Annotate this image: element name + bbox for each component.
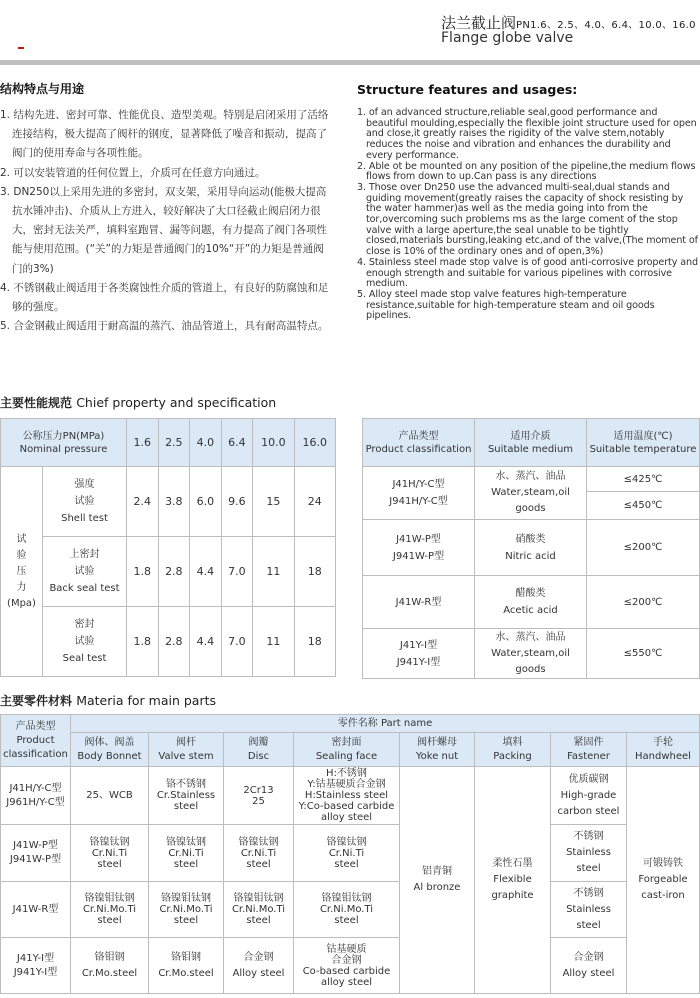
product-type-cell: [1, 767, 71, 825]
product-type-cell: [363, 520, 475, 576]
table-row: [1, 467, 336, 537]
list-item: 3. DN250以上采用先进的多密封，双支架，采用导向运动(能极大提高抗水锤冲击)、介质从上方进入，较好解决了大口径截止阀启闭力很大，密封无法关严，填料室跑冒、漏等问题，有力提高了阀门各项性能与使用范围。(“关”的力矩是普通阀门的10%“开”的力矩是普通阀门的3%): [0, 185, 327, 275]
seal-cell: [294, 767, 400, 825]
spec-heading-cn: 主要性能规范: [0, 396, 73, 410]
table-row: [1, 537, 336, 607]
medium-en: goods: [515, 663, 546, 675]
body-cell: [71, 938, 149, 994]
product-type-cell: J41W-R型: [363, 576, 475, 629]
table-row: [1, 767, 700, 825]
material: 铬镍钛钢: [326, 836, 367, 848]
body-cell: [71, 882, 149, 938]
value-cell: 2.8: [158, 537, 190, 607]
material: Cr.Ni.Mo.Ti: [319, 904, 374, 915]
value-cell: 1.8: [127, 607, 159, 677]
material: steel: [246, 858, 271, 870]
table-row: [1, 715, 700, 733]
body-cell: 25、WCB: [71, 767, 149, 825]
temperature-cell: ≤425℃: [587, 467, 700, 492]
medium-en: Acetic acid: [503, 605, 558, 616]
header-cn: 密封面: [331, 736, 362, 748]
pressure-cell: 10.0: [253, 419, 294, 467]
accent-dash: [18, 47, 24, 49]
material: 铬镍钼钛钢: [161, 893, 211, 904]
material: Cr.Ni.Ti: [328, 847, 365, 859]
header-cn: 紧固件: [573, 736, 604, 748]
pressure-cell: 1.6: [127, 419, 159, 467]
header-rule: [0, 60, 700, 65]
material: Cr.Stainless: [156, 790, 216, 801]
np-cn: 公称压力PN(MPa): [22, 430, 105, 442]
medium-table: [362, 418, 700, 679]
material: graphite: [491, 890, 534, 901]
col-header: [475, 733, 551, 767]
test-name-cn: 强度: [74, 479, 95, 490]
product-type-cell: J41W-R型: [1, 882, 71, 938]
spec-heading: [0, 394, 276, 411]
header-en: Sealing face: [315, 750, 378, 762]
material: 合金钢: [573, 951, 604, 963]
test-name-en: Back seal test: [49, 583, 120, 594]
test-name-cell: [43, 607, 127, 677]
value-cell: 24: [294, 467, 335, 537]
parts-heading-en: Materia for main parts: [76, 693, 216, 708]
product-type: J941Y-I型: [396, 656, 441, 668]
header-cn: 产品类型: [398, 430, 439, 442]
header-cn: 阀瓣: [248, 736, 269, 748]
product-type: J961H/Y-C型: [6, 796, 65, 808]
product-class-header: [1, 715, 71, 767]
table-row: [363, 419, 700, 467]
header-en: Product classification: [365, 443, 472, 455]
value-cell: 3.8: [158, 467, 190, 537]
features-list-en: [357, 108, 699, 322]
material: 铬钼钢: [171, 951, 201, 963]
pressure-cell: 16.0: [294, 419, 335, 467]
pressure-cell: 6.4: [221, 419, 253, 467]
material: 铬钼钢: [94, 951, 125, 963]
header-en: Body Bonnet: [77, 750, 142, 762]
list-item: 1. of an advanced structure,reliable seal,good performance and beautiful moulding,especially the flexible joint structure used for open and close,it greatly raises the rigidity of the valve stem,notably reduces the noise and vibration and enhances the durability and every performance.: [357, 107, 697, 161]
material: alloy steel: [320, 976, 373, 988]
header-en: Disc: [247, 750, 270, 762]
disc-cell: [224, 882, 294, 938]
material: 2Cr13: [243, 784, 274, 796]
material: alloy steel: [320, 812, 373, 823]
list-item: 2. 可以安装管道的任何位置上，介质可在任意方向通过。: [0, 166, 266, 179]
product-type: J41W-P型: [396, 533, 441, 545]
material: 铬不锈钢: [166, 779, 206, 790]
stem-cell: [149, 767, 224, 825]
material: 柔性石墨: [492, 858, 533, 869]
material: 铬镍钼钛钢: [233, 893, 284, 904]
material: Stainless: [566, 903, 611, 915]
material: steel: [334, 858, 359, 870]
col-header: [71, 733, 149, 767]
material: 不锈钢: [573, 831, 604, 842]
material: Cr.Mo.steel: [81, 967, 138, 979]
material: 25: [252, 795, 265, 807]
label-char: 力: [16, 581, 27, 593]
label-char: (Mpa): [7, 597, 36, 609]
material: Forgeable: [638, 874, 688, 885]
product-type-cell: [363, 467, 475, 520]
material: 铬镍钛钢: [89, 836, 130, 848]
body-cell: [71, 825, 149, 882]
temperature-cell: ≤200℃: [587, 520, 700, 576]
table-row: [363, 576, 700, 629]
fastener-cell: [551, 882, 627, 938]
material: 合金钢: [331, 954, 362, 966]
features-list-cn: [0, 106, 330, 336]
table-row: [1, 882, 700, 938]
material: High-grade: [560, 789, 617, 801]
material: 合金钢: [243, 951, 274, 963]
test-name-cn: 密封: [74, 619, 95, 630]
material: 铬镍钼钛钢: [321, 893, 372, 904]
header-cn: 适用介质: [510, 430, 551, 442]
header-en: Packing: [493, 750, 532, 762]
label-char: 试: [16, 533, 27, 545]
material: Cr.Ni.Ti: [240, 847, 277, 859]
medium-en: goods: [515, 503, 546, 514]
material: H:不锈钢: [326, 768, 367, 779]
parts-heading: [0, 692, 216, 709]
material: 优质碳钢: [568, 773, 609, 785]
header-en: Yoke nut: [415, 750, 459, 762]
material: Al bronze: [413, 882, 461, 893]
header-cn: 阀体、阀盖: [84, 736, 135, 748]
col-header: [149, 733, 224, 767]
material: Cr.Mo.steel: [158, 967, 214, 979]
list-item: 2. Able ot be mounted on any position of the pipeline,the medium flows flows from down to up.Can pass is any directions: [357, 160, 696, 183]
fastener-cell: [551, 825, 627, 882]
medium-cell: [475, 467, 587, 520]
seal-cell: [294, 825, 400, 882]
header-cn: 手轮: [653, 736, 673, 748]
medium-cn: 醋酸类: [515, 588, 546, 599]
material: cast-iron: [641, 890, 685, 901]
medium-cell: [475, 576, 587, 629]
material: steel: [576, 919, 601, 931]
material: 铬镍钛钢: [166, 836, 206, 848]
header-en: Suitable temperature: [589, 443, 697, 455]
medium-cn: 水、蒸汽、油品: [495, 631, 566, 643]
medium-cell: [475, 629, 587, 679]
value-cell: 1.8: [127, 537, 159, 607]
spec-heading-en: Chief property and specification: [76, 395, 277, 410]
product-type-cell: [1, 938, 71, 994]
medium-cell: [475, 520, 587, 576]
np-en: Nominal pressure: [19, 443, 108, 455]
list-item: 5. 合金钢截止阀适用于耐高温的蒸汽、油品管道上，具有耐高温特点。: [0, 320, 329, 333]
product-type: J41W-P型: [13, 840, 58, 851]
col-header: [294, 733, 400, 767]
parts-heading-cn: 主要零件材料: [0, 694, 73, 708]
value-cell: 11: [253, 607, 294, 677]
features-heading-en: Structure features and usages:: [357, 82, 578, 97]
list-item: 4. 不锈钢截止阀适用于各类腐蚀性介质的管道上，有良好的防腐蚀和足够的强度。: [0, 281, 329, 314]
value-cell: 7.0: [221, 537, 253, 607]
material: 铝青铜: [422, 866, 452, 877]
product-type: J941W-P型: [9, 854, 62, 865]
product-type: J41Y-I型: [16, 952, 55, 964]
product-type-cell: [1, 825, 71, 882]
table-row: [363, 520, 700, 576]
header-en: classification: [3, 748, 68, 760]
value-cell: 18: [294, 537, 335, 607]
material: 铬镍钛钢: [238, 836, 279, 848]
stem-cell: [149, 825, 224, 882]
part-name-header: 零件名称 Part name: [71, 715, 700, 733]
disc-cell: [224, 767, 294, 825]
test-name-cn: 试验: [74, 496, 95, 507]
product-class-header: [363, 419, 475, 467]
material: Alloy steel: [232, 967, 285, 979]
temperature-header: [587, 419, 700, 467]
table-row: [1, 733, 700, 767]
value-cell: 15: [253, 467, 294, 537]
test-pressure-label: [1, 467, 43, 677]
material: steel: [334, 915, 359, 926]
test-name-cell: [43, 537, 127, 607]
label-char: 验: [16, 549, 27, 561]
pressure-list: PN1.6、2.5、4.0、6.4、10.0、16.0: [516, 20, 696, 31]
features-heading-cn: 结构特点与用途: [0, 82, 85, 96]
label-char: 压: [16, 565, 27, 577]
list-item: 4. Stainless steel made stop valve is of good anti-corrosive property and enough strength and suitable for various pipelines with corrosive medium.: [357, 256, 698, 290]
value-cell: 11: [253, 537, 294, 607]
material: Flexible: [493, 874, 532, 885]
temperature-cell: ≤200℃: [587, 576, 700, 629]
disc-cell: [224, 825, 294, 882]
medium-en: Nitric acid: [505, 550, 556, 562]
spec-table: [0, 418, 336, 677]
col-header: [224, 733, 294, 767]
page-title-en: Flange globe valve: [441, 30, 574, 46]
product-type: J41Y-I型: [399, 639, 438, 651]
material: Cr.Ni.Mo.Ti: [82, 904, 137, 915]
value-cell: 4.4: [190, 607, 222, 677]
nominal-pressure-header: [1, 419, 127, 467]
table-row: [363, 467, 700, 492]
material: steel: [576, 863, 601, 874]
page-title: 法兰截止阀PN1.6、2.5、4.0、6.4、10.0、16.0: [441, 14, 696, 32]
material: Cr.Ni.Mo.Ti: [231, 904, 286, 915]
fastener-cell: [551, 767, 627, 825]
table-row: [363, 629, 700, 679]
temperature-cell: ≤550℃: [587, 629, 700, 679]
temperature-cell: ≤450℃: [587, 492, 700, 520]
value-cell: 7.0: [221, 607, 253, 677]
product-type: J941Y-I型: [13, 966, 58, 978]
test-name-cell: [43, 467, 127, 537]
material: 可锻铸铁: [643, 858, 683, 869]
medium-header: [475, 419, 587, 467]
header-cn: 阀杆: [176, 736, 196, 748]
material: Y:钴基硬质合金钢: [307, 779, 386, 790]
material: steel: [173, 915, 199, 926]
material: steel: [173, 858, 199, 870]
material: 不锈钢: [573, 887, 604, 899]
value-cell: 9.6: [221, 467, 253, 537]
seal-cell: [294, 938, 400, 994]
medium-en: Water,steam,oil: [491, 487, 570, 498]
table-row: [1, 419, 336, 467]
product-type-cell: [363, 629, 475, 679]
material: Stainless: [566, 847, 611, 858]
parts-table: [0, 714, 700, 994]
medium-cn: 水、蒸汽、油品: [495, 471, 566, 482]
test-name-en: Seal test: [62, 653, 107, 664]
packing-cell: [475, 767, 551, 994]
header-cn: 适用温度(℃): [613, 430, 673, 442]
medium-cn: 硝酸类: [515, 533, 546, 545]
list-item: 3. Those over Dn250 use the advanced multi-seal,dual stands and guiding movement(greatly raises the capacity of shock resisting by the water hammer)as well as the media going into from the tor,overcoming such problems ms as the large coment of the stop valve with a large aperture,the seal unable to be tightly closed,materials bursting,leaking etc,and of the valve,(The moment of close is 10% of the ordinary ones and of open,3%): [357, 181, 698, 258]
material: Cr.Ni.Mo.Ti: [159, 904, 213, 915]
header-cn: 阀杆螺母: [417, 736, 457, 748]
material: Co-based carbide: [302, 965, 391, 977]
header-en: Product: [16, 734, 55, 746]
material: Alloy steel: [562, 967, 615, 979]
test-name-cn: 试验: [74, 566, 95, 577]
value-cell: 2.4: [127, 467, 159, 537]
test-name-cn: 试验: [74, 636, 95, 647]
header-en: Valve stem: [158, 750, 214, 762]
value-cell: 6.0: [190, 467, 222, 537]
material: 钴基硬质: [326, 943, 367, 955]
seal-cell: [294, 882, 400, 938]
product-type: J941H/Y-C型: [389, 496, 448, 507]
header-cn: 产品类型: [15, 720, 56, 732]
material: Y:Co-based carbide: [298, 801, 395, 812]
material: steel: [97, 858, 122, 870]
value-cell: 2.8: [158, 607, 190, 677]
disc-cell: [224, 938, 294, 994]
yoke-nut-cell: [400, 767, 475, 994]
product-type: J941W-P型: [392, 550, 445, 562]
test-name-en: Shell test: [61, 513, 108, 524]
table-row: [1, 938, 700, 994]
material: steel: [173, 801, 199, 812]
material: steel: [97, 915, 122, 926]
value-cell: 18: [294, 607, 335, 677]
material: steel: [246, 915, 271, 926]
handwheel-cell: [627, 767, 700, 994]
fastener-cell: [551, 938, 627, 994]
header-cn: 填料: [502, 736, 523, 748]
col-header: [551, 733, 627, 767]
test-name-cn: 上密封: [69, 549, 100, 560]
medium-en: Water,steam,oil: [491, 647, 570, 659]
material: Cr.Ni.Ti: [168, 847, 204, 859]
product-type: J41H/Y-C型: [9, 782, 62, 794]
list-item: 5. Alloy steel made stop valve features high-temperature resistance,suitable for high-temperature steam and oil goods pipelines.: [357, 288, 655, 322]
material: Cr.Ni.Ti: [91, 847, 128, 859]
stem-cell: [149, 938, 224, 994]
table-row: [1, 825, 700, 882]
col-header: [627, 733, 700, 767]
table-row: [1, 607, 336, 677]
list-item: 1. 结构先进、密封可靠、性能优良、造型美观。特别是启闭采用了活络连接结构，极大提高了阀杆的钢度，显著降低了噪音和振动，提高了阀门的使用寿命与各项性能。: [0, 109, 329, 160]
material: 铬镍钼钛钢: [84, 893, 135, 904]
col-header: [400, 733, 475, 767]
material: carbon steel: [557, 805, 620, 817]
pressure-cell: 4.0: [190, 419, 222, 467]
header-en: Handwheel: [635, 750, 691, 762]
header-en: Fastener: [567, 750, 610, 762]
stem-cell: [149, 882, 224, 938]
value-cell: 4.4: [190, 537, 222, 607]
product-type: J41H/Y-C型: [392, 479, 445, 490]
material: H:Stainless steel: [304, 790, 389, 801]
pressure-cell: 2.5: [158, 419, 190, 467]
header-en: Suitable medium: [487, 443, 574, 455]
